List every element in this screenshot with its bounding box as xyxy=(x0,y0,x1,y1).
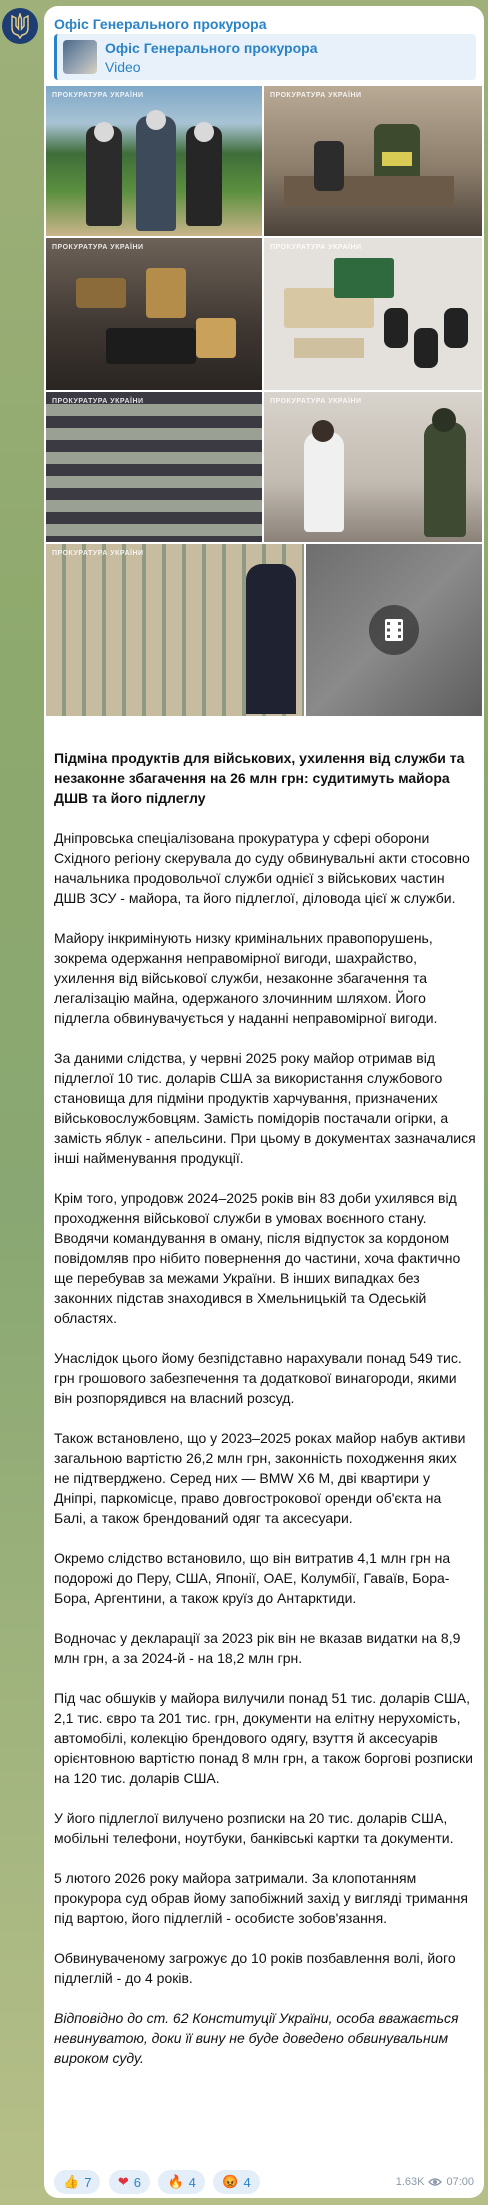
photo-6-apartment-search[interactable] xyxy=(264,392,482,542)
post-paragraph: Водночас у декларації за 2023 рік він не вказав видатки на 8,9 млн грн, а за 2024-й - на 18,2 млн грн. xyxy=(54,1630,461,1666)
post-paragraph: 5 лютого 2026 року майора затримали. За клопотанням прокурора суд обрав йому запобіжний захід у вигляді тримання під вартою, його підлеглій - особисте зобов'язання. xyxy=(54,1870,468,1926)
photo-3-seized-items[interactable] xyxy=(46,238,262,390)
watermark: ПРОКУРАТУРА УКРАЇНИ xyxy=(52,92,144,99)
forward-source-title: Офіс Генерального прокурора xyxy=(105,40,318,56)
watermark: ПРОКУРАТУРА УКРАЇНИ xyxy=(52,398,144,405)
post-paragraph: Також встановлено, що у 2023–2025 роках майор набув активи загальною вартістю 26,2 млн грн, законність походження яких не підтверджено. Серед них — BMW X6 M, дві квартири у Дніпрі, паркомісце, право довгострокової оренди об'єкта на Балі, а також брендований одяг та аксесуари. xyxy=(54,1430,466,1526)
message-meta xyxy=(396,2176,474,2188)
reaction-angry[interactable] xyxy=(213,2170,259,2194)
watermark: ПРОКУРАТУРА УКРАЇНИ xyxy=(270,398,362,405)
post-paragraph: Обвинуваченому загрожує до 10 років позбавлення волі, його підлеглій - до 4 років. xyxy=(54,1950,456,1986)
media-album xyxy=(46,86,482,736)
post-paragraph: Окремо слідство встановило, що він витратив 4,1 млн грн на подорожі до Перу, США, Японії, ОАЕ, Колумбії, Гаваїв, Бора-Бора, Аргентини, а також круїз до Антарктиди. xyxy=(54,1550,451,1606)
post-paragraph: У його підлеглої вилучено розписки на 20 тис. доларів США, мобільні телефони, ноутбуки, банківські картки та документи. xyxy=(54,1810,454,1846)
watermark: ПРОКУРАТУРА УКРАЇНИ xyxy=(270,244,362,251)
post-paragraph: Крім того, упродовж 2024–2025 років він 83 доби ухилявся від проходження військової служби в умовах воєнного стану. Вводячи командування в оману, після відпусток за кордоном повідомляв про нібито повернення до частини, хоча фактично ще перебував за межами України. В інших випадках без законних підстав знаходився в Хмельницькій та Одеській областях. xyxy=(54,1190,461,1326)
message-time: 07:00 xyxy=(446,2176,474,2188)
video-play-icon[interactable] xyxy=(369,605,419,655)
reaction-heart[interactable] xyxy=(109,2170,150,2194)
heart-icon: ❤ xyxy=(117,2174,129,2189)
photo-2-office-search[interactable] xyxy=(264,86,482,236)
reaction-count: 4 xyxy=(188,2174,196,2190)
photo-1-beach-group[interactable] xyxy=(46,86,262,236)
fire-icon: 🔥 xyxy=(167,2174,184,2189)
photo-4-cash-keys-watch[interactable] xyxy=(264,238,482,390)
post-paragraph: Дніпровська спеціалізована прокуратура у сфері оборони Східного регіону скерувала до суду обвинувальні акти стосовно начальника продовольчої служби однієї з військових частин ДШВ ЗСУ - майора, та його підлеглої, діловода цієї ж служби. xyxy=(54,830,470,906)
sender-name[interactable]: Офіс Генерального прокурора xyxy=(54,16,267,32)
forwarded-video-preview[interactable] xyxy=(54,34,476,80)
channel-avatar[interactable] xyxy=(2,8,38,44)
reaction-count: 6 xyxy=(133,2174,142,2190)
watermark: ПРОКУРАТУРА УКРАЇНИ xyxy=(270,92,362,99)
watermark: ПРОКУРАТУРА УКРАЇНИ xyxy=(52,244,144,251)
post-disclaimer: Відповідно до ст. 62 Конституції України, особа вважається невинуватою, доки її вину не буде доведено обвинувальним вироком суду. xyxy=(54,2010,459,2066)
photo-5-dollars-rows[interactable] xyxy=(46,392,262,542)
eye-icon xyxy=(428,2177,442,2187)
reaction-count: 7 xyxy=(84,2174,92,2190)
message-bubble xyxy=(44,6,484,2198)
reaction-fire[interactable] xyxy=(158,2170,204,2194)
post-paragraph: За даними слідства, у червні 2025 року майор отримав від підлеглої 10 тис. доларів США за використання службового становища для підміни продуктів харчування, призначених військовослужбовцям. Замість помідорів постачали огірки, а замість яблук - апельсини. При цьому в документах зазначалися інші найменування продукції. xyxy=(54,1050,476,1166)
post-paragraph: Майору інкримінують низку кримінальних правопорушень, зокрема одержання неправомірної вигоди, шахрайство, ухилення від військової служби, незаконне збагачення та легалізацію майна, одержаного злочинним шляхом. Його підлегла обвинувачується у наданні неправомірної вигоди. xyxy=(54,930,438,1026)
forward-media-type: Video xyxy=(105,59,141,75)
post-paragraph: Унаслідок цього йому безпідставно нарахували понад 549 тис. грн грошового забезпечення та додаткової винагороди, якими він розпорядився на власний розсуд. xyxy=(54,1350,462,1406)
watermark: ПРОКУРАТУРА УКРАЇНИ xyxy=(52,550,144,557)
photo-7-cash-counting[interactable] xyxy=(46,544,304,716)
video-thumbnail[interactable] xyxy=(306,544,482,716)
trident-emblem-icon xyxy=(9,13,31,39)
reactions-bar xyxy=(54,2170,264,2194)
post-text xyxy=(54,748,476,2088)
post-headline: Підміна продуктів для військових, ухилення від служби та незаконне збагачення на 26 млн грн: судитимуть майора ДШВ та його підлеглу xyxy=(54,750,465,806)
reaction-thumbs-up[interactable] xyxy=(54,2170,100,2194)
post-paragraph: Під час обшуків у майора вилучили понад 51 тис. доларів США, 2,1 тис. євро та 201 тис. грн, документи на елітну нерухомість, автомобілі, колекцію брендового одягу, взуття й аксесуарів орієнтовною вартістю понад 8 млн грн, а також боргові розписки на 120 тис. доларів США. xyxy=(54,1690,473,1786)
thumbs-up-icon: 👍 xyxy=(63,2174,80,2189)
view-count: 1.63K xyxy=(395,2176,425,2188)
angry-face-icon: 😡 xyxy=(222,2174,239,2189)
reaction-count: 4 xyxy=(243,2174,251,2190)
forward-thumbnail xyxy=(63,40,97,74)
